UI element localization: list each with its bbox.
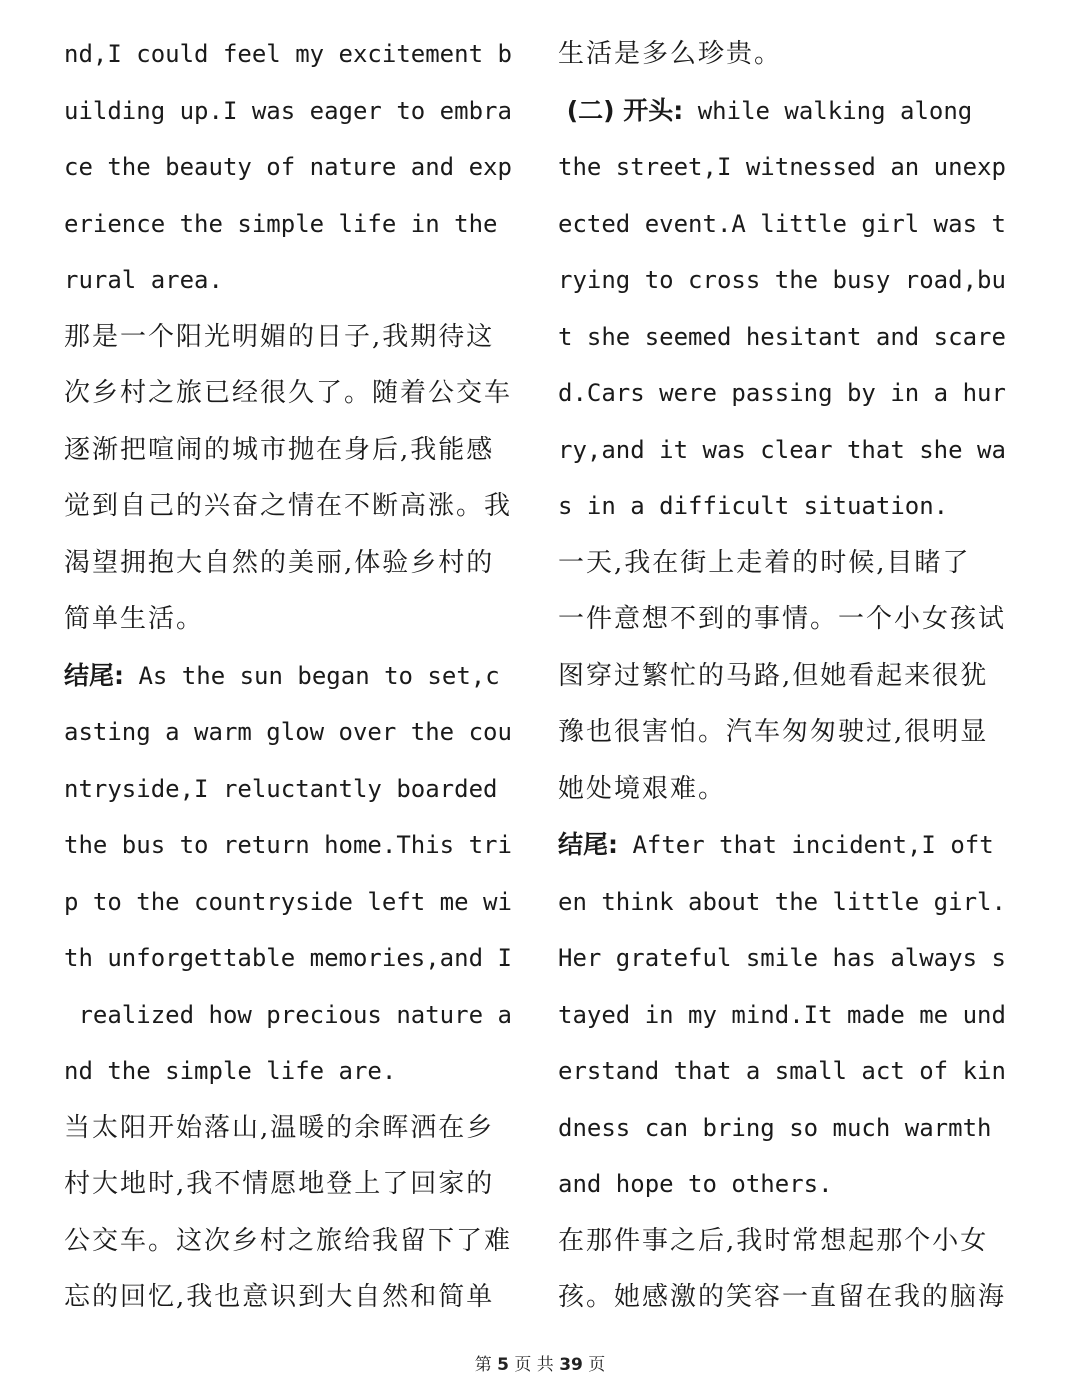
right-column-line (558, 761, 1018, 818)
left-column-line (64, 309, 524, 366)
line-text: 简单生活。 (64, 604, 205, 634)
line-text: 在那件事之后,我时常想起那个小女 (558, 1225, 989, 1256)
right-column (558, 26, 1018, 1326)
right-column-line (558, 987, 1018, 1044)
footer-page-number: 5 (497, 1355, 509, 1375)
line-text: 豫也很害怕。汽车匆匆驶过,很明显 (558, 717, 989, 747)
line-text: 渴望拥抱大自然的美丽,体验乡村的 (64, 547, 495, 578)
line-text: ry,and it was clear that she wa (558, 435, 1006, 464)
left-column-line (64, 930, 524, 987)
line-text: Her grateful smile has always s (558, 944, 1006, 972)
right-column-line (558, 535, 1018, 592)
right-column-line (558, 196, 1018, 253)
right-column-line (558, 1156, 1018, 1213)
line-text: 孩。她感激的笑容一直留在我的脑海 (558, 1282, 1007, 1312)
left-column-line (64, 196, 524, 253)
line-text: erstand that a small act of kin (558, 1057, 1006, 1085)
section-heading: 结尾: (64, 660, 124, 690)
line-text: p to the countryside left me wi (64, 887, 512, 916)
line-text: 觉到自己的兴奋之情在不断高涨。我 (64, 491, 513, 521)
right-column-line (558, 309, 1018, 366)
section-heading: (二) 开头: (558, 95, 684, 125)
line-text: erience the simple life in the (64, 209, 498, 238)
line-text: 忘的回忆,我也意识到大自然和简单 (64, 1282, 495, 1312)
left-column-line (64, 83, 524, 140)
left-column-line (64, 365, 524, 422)
right-column-line (558, 817, 1018, 874)
right-column-line (558, 704, 1018, 761)
left-column-line (64, 1213, 524, 1270)
line-text: 当太阳开始落山,温暖的余晖洒在乡 (64, 1112, 495, 1143)
right-column-line (558, 874, 1018, 931)
line-text: 那是一个阳光明媚的日子,我期待这 (64, 321, 495, 352)
footer-prefix: 第 (474, 1355, 492, 1375)
right-column-line (558, 1043, 1018, 1100)
footer-middle: 页 共 (514, 1355, 554, 1375)
left-column-line (64, 535, 524, 592)
line-text: while walking along (683, 96, 973, 125)
line-text: asting a warm glow over the cou (64, 718, 512, 746)
line-text: 次乡村之旅已经很久了。随着公交车 (64, 378, 513, 408)
left-column-line (64, 478, 524, 535)
left-column-line (64, 139, 524, 196)
left-column-line (64, 1043, 524, 1100)
line-text: ce the beauty of nature and exp (64, 153, 512, 181)
right-column-line (558, 1100, 1018, 1157)
left-column-line (64, 987, 524, 1044)
left-column-line (64, 1156, 524, 1213)
right-column-line (558, 139, 1018, 196)
line-text: 公交车。这次乡村之旅给我留下了难 (64, 1225, 513, 1256)
left-column-line (64, 26, 524, 83)
line-text: 村大地时,我不情愿地登上了回家的 (64, 1169, 495, 1199)
right-column-line (558, 83, 1018, 140)
right-column-line (558, 648, 1018, 705)
line-text: After that incident,I oft (618, 831, 994, 859)
line-text: 生活是多么珍贵。 (558, 39, 783, 69)
right-column-line (558, 591, 1018, 648)
line-text: ntryside,I reluctantly boarded (64, 774, 498, 803)
line-text: dness can bring so much warmth (558, 1113, 992, 1142)
right-column-line (558, 478, 1018, 535)
line-text: the bus to return home.This tri (64, 831, 512, 859)
right-column-line (558, 365, 1018, 422)
line-text: As the sun began to set,c (124, 661, 500, 690)
line-text: 一天,我在街上走着的时候,目睹了 (558, 547, 971, 578)
left-column-line (64, 648, 524, 705)
line-text: ected event.A little girl was t (558, 209, 1006, 238)
right-column-line (558, 1213, 1018, 1270)
right-column-line (558, 26, 1018, 83)
left-column-line (64, 1100, 524, 1157)
left-column-line (64, 874, 524, 931)
line-text: nd the simple life are. (64, 1057, 397, 1085)
left-column (64, 26, 524, 1326)
right-column-line (558, 252, 1018, 309)
line-text: the street,I witnessed an unexp (558, 153, 1006, 181)
left-column-line (64, 422, 524, 479)
left-column-line (64, 704, 524, 761)
footer-total-pages: 39 (559, 1355, 583, 1375)
left-column-line (64, 252, 524, 309)
left-column-line (64, 817, 524, 874)
line-text: en think about the little girl. (558, 887, 1006, 916)
section-heading: 结尾: (558, 830, 618, 859)
line-text: 一件意想不到的事情。一个小女孩试 (558, 604, 1007, 634)
footer-suffix: 页 (588, 1355, 606, 1375)
line-text: t she seemed hesitant and scare (558, 322, 1006, 351)
left-column-line (64, 761, 524, 818)
line-text: rural area. (64, 266, 223, 294)
line-text: tayed in my mind.It made me und (558, 1000, 1006, 1029)
line-text: 图穿过繁忙的马路,但她看起来很犹 (558, 660, 989, 691)
line-text: 她处境艰难。 (558, 773, 727, 804)
line-text: nd,I could feel my excitement b (64, 40, 512, 68)
line-text: d.Cars were passing by in a hur (558, 379, 1006, 407)
left-column-line (64, 591, 524, 648)
line-text: 逐渐把喧闹的城市抛在身后,我能感 (64, 434, 495, 465)
page-footer (0, 1350, 1080, 1375)
line-text: th unforgettable memories,and I (64, 944, 512, 972)
line-text: and hope to others. (558, 1170, 833, 1198)
line-text: rying to cross the busy road,bu (558, 266, 1006, 294)
right-column-line (558, 1269, 1018, 1326)
left-column-line (64, 1269, 524, 1326)
line-text: s in a difficult situation. (558, 492, 949, 520)
right-column-line (558, 422, 1018, 479)
right-column-line (558, 930, 1018, 987)
line-text: uilding up.I was eager to embra (64, 96, 512, 125)
line-text: realized how precious nature a (64, 1000, 512, 1029)
